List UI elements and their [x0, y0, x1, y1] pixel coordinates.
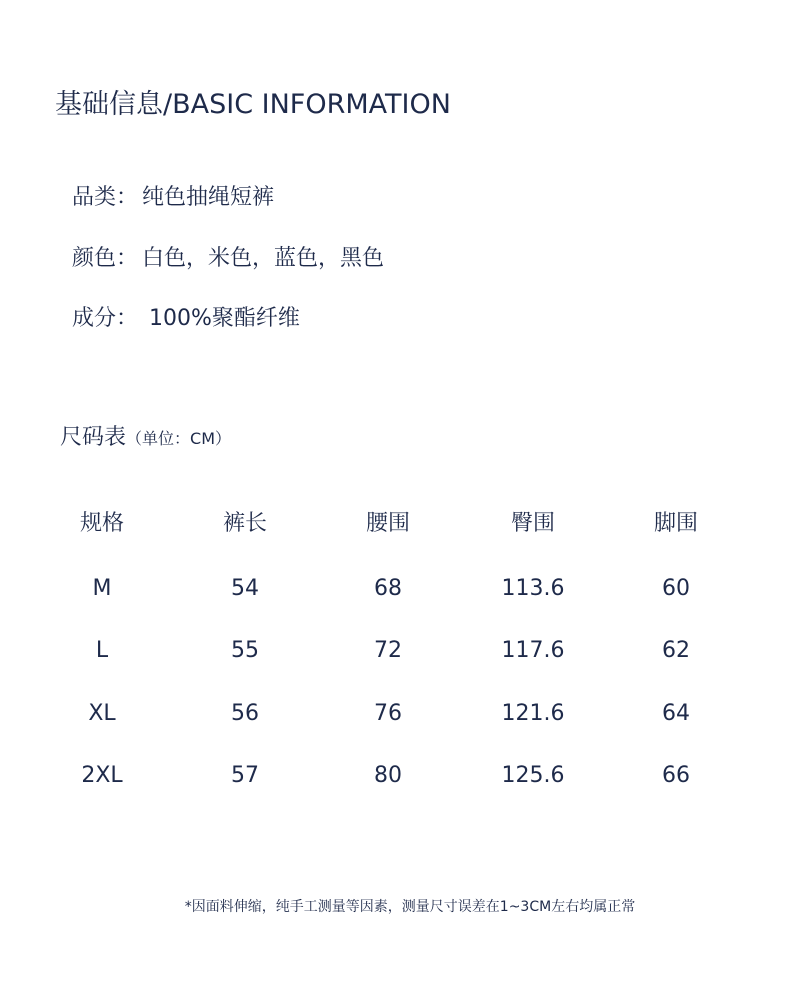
- table-cell: L: [95, 638, 109, 663]
- info-color-value: 白色，米色，蓝色，黑色: [142, 246, 385, 271]
- table-cell: 113.6: [501, 576, 565, 601]
- table-cell: 54: [231, 576, 259, 601]
- table-cell: M: [92, 576, 112, 601]
- table-cell: 76: [374, 701, 402, 726]
- measurement-footnote: *因面料伸缩，纯手工测量等因素，测量尺寸误差在1~3CM左右均属正常: [184, 899, 636, 915]
- info-material-value: 100%聚酯纤维: [142, 306, 300, 331]
- table-cell: 68: [374, 576, 402, 601]
- table-header-hip: 臀围: [510, 511, 555, 536]
- info-category-label: 品类：: [72, 185, 139, 210]
- table-cell: 66: [662, 763, 690, 788]
- info-material-label: 成分：: [72, 306, 139, 331]
- size-chart-heading: [60, 420, 231, 451]
- info-material: [72, 301, 300, 332]
- table-header-length: 裤长: [222, 511, 267, 536]
- table-cell: 64: [662, 701, 690, 726]
- info-category-value: 纯色抽绳短裤: [142, 185, 275, 210]
- table-cell: 62: [662, 638, 690, 663]
- info-color: [72, 241, 384, 272]
- table-cell: 57: [231, 763, 259, 788]
- page-title: 基础信息/BASIC INFORMATION: [55, 89, 451, 120]
- table-header-size: 规格: [79, 511, 124, 536]
- table-cell: 2XL: [81, 763, 123, 788]
- table-cell: 125.6: [501, 763, 565, 788]
- table-header-leg-opening: 脚围: [653, 511, 698, 536]
- size-chart-title: 尺码表: [60, 425, 127, 450]
- size-chart-unit: （单位：CM）: [126, 429, 231, 448]
- table-header-waist: 腰围: [365, 511, 410, 536]
- table-cell: 117.6: [501, 638, 565, 663]
- table-cell: 55: [231, 638, 259, 663]
- table-cell: XL: [88, 701, 116, 726]
- table-cell: 72: [374, 638, 402, 663]
- table-cell: 56: [231, 701, 259, 726]
- table-cell: 60: [662, 576, 690, 601]
- table-cell: 121.6: [501, 701, 565, 726]
- table-cell: 80: [374, 763, 402, 788]
- info-color-label: 颜色：: [72, 246, 139, 271]
- info-category: [72, 180, 274, 211]
